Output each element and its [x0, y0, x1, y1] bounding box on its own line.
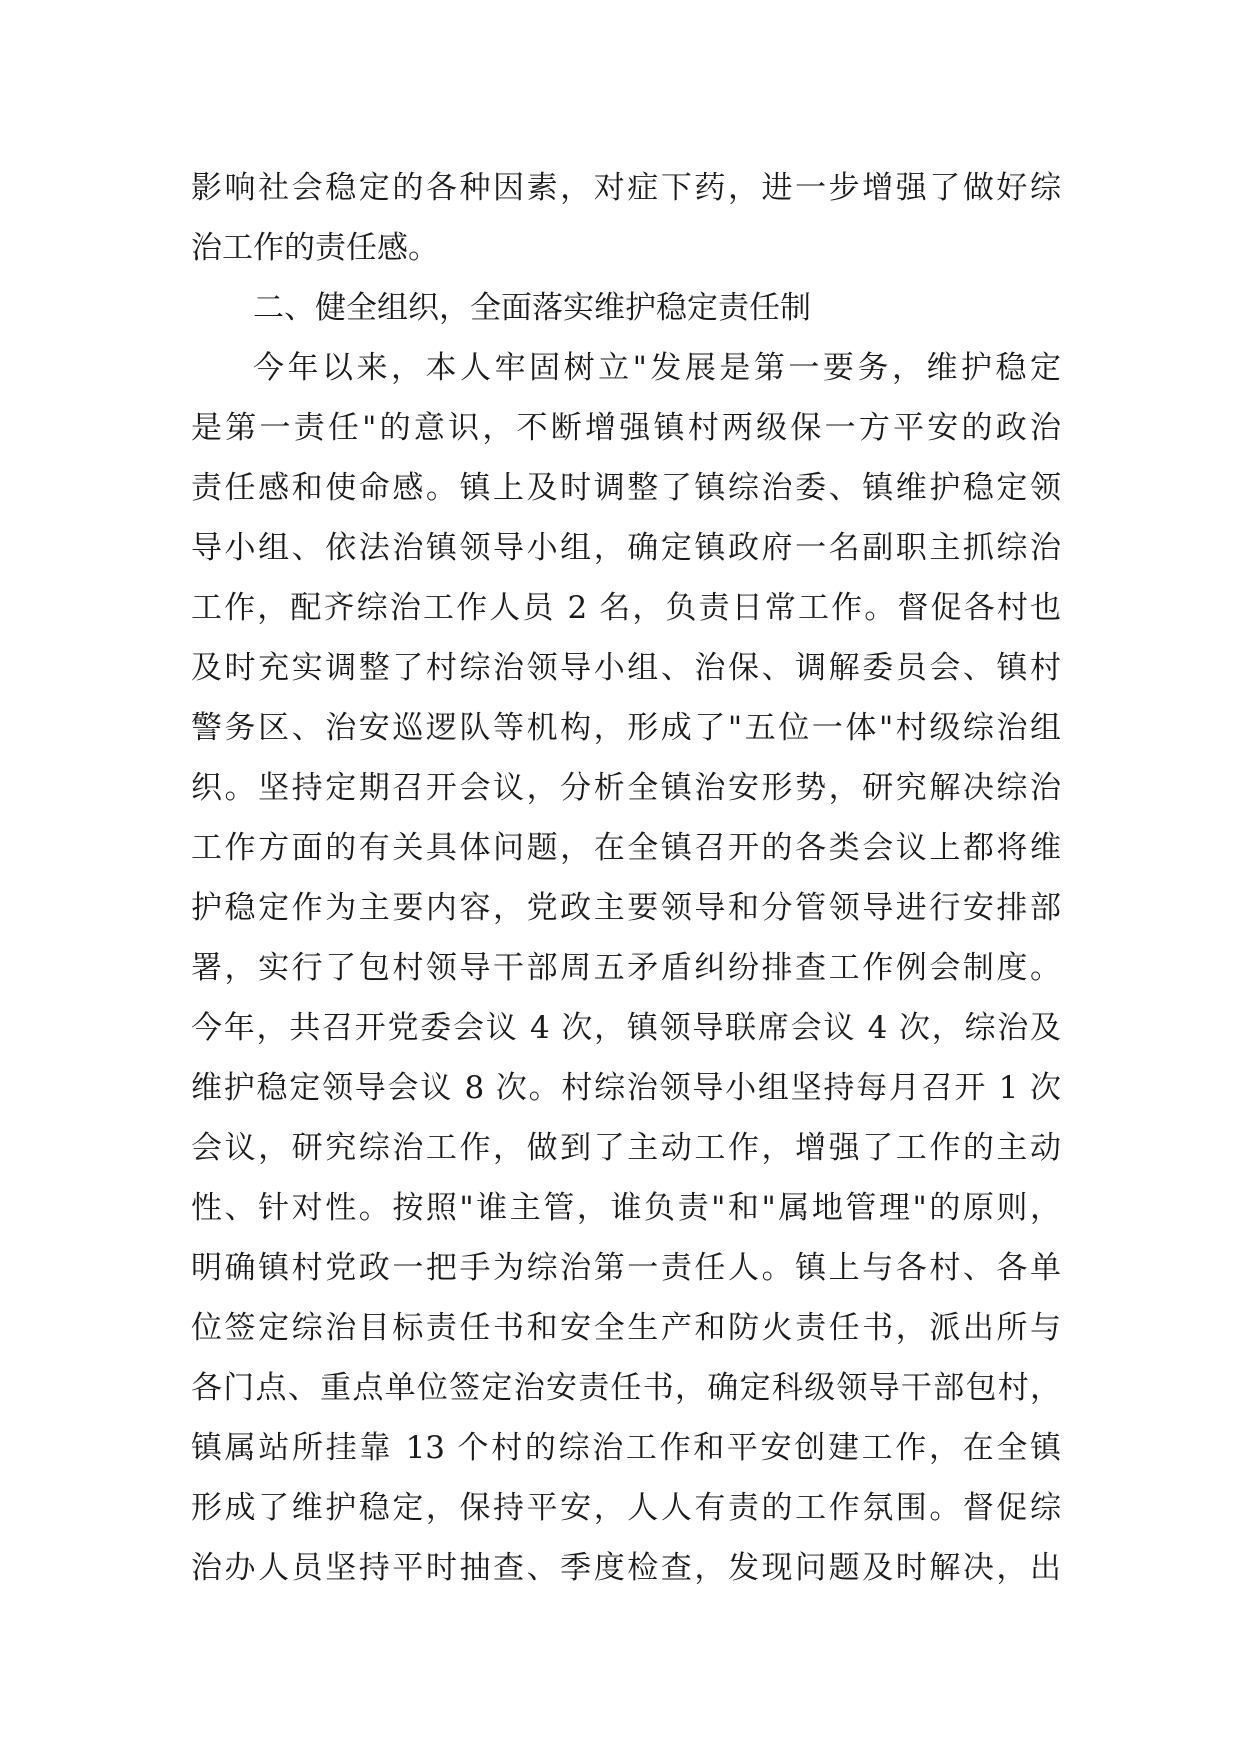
document-body	[191, 158, 1061, 1598]
text-line: 位签定综治目标责任书和安全生产和防火责任书，派出所与	[191, 1310, 1061, 1346]
text-line: 是第一责任"的意识，不断增强镇村两级保一方平安的政治	[191, 410, 1061, 446]
text-line: 织。坚持定期召开会议，分析全镇治安形势，研究解决综治	[191, 770, 1061, 806]
text-line: 工作，配齐综治工作人员 2 名，负责日常工作。督促各村也	[191, 590, 1061, 626]
text-line: 治办人员坚持平时抽查、季度检查，发现问题及时解决，出	[191, 1550, 1061, 1586]
text-line: 工作方面的有关具体问题，在全镇召开的各类会议上都将维	[191, 830, 1061, 866]
text-line: 形成了维护稳定，保持平安，人人有责的工作氛围。督促综	[191, 1490, 1061, 1526]
text-line: 署，实行了包村领导干部周五矛盾纠纷排查工作例会制度。	[191, 950, 1061, 986]
text-line: 明确镇村党政一把手为综治第一责任人。镇上与各村、各单	[191, 1250, 1061, 1286]
text-line: 会议，研究综治工作，做到了主动工作，增强了工作的主动	[191, 1130, 1061, 1166]
text-line: 镇属站所挂靠 13 个村的综治工作和平安创建工作，在全镇	[191, 1430, 1061, 1466]
heading-text: 二、健全组织，全面落实维护稳定责任制	[253, 290, 811, 326]
text-line: 治工作的责任感。	[191, 230, 439, 266]
text-line: 影响社会稳定的各种因素，对症下药，进一步增强了做好综	[191, 170, 1061, 206]
section-heading-2	[191, 278, 1061, 338]
paragraph-1	[191, 158, 1061, 278]
text-line: 今年，共召开党委会议 4 次，镇领导联席会议 4 次，综治及	[191, 1010, 1061, 1046]
text-line: 维护稳定领导会议 8 次。村综治领导小组坚持每月召开 1 次	[191, 1070, 1061, 1106]
text-line: 各门点、重点单位签定治安责任书，确定科级领导干部包村，	[191, 1370, 1061, 1406]
text-line: 性、针对性。按照"谁主管，谁负责"和"属地管理"的原则，	[191, 1190, 1061, 1226]
text-line: 警务区、治安巡逻队等机构，形成了"五位一体"村级综治组	[191, 710, 1061, 746]
text-line: 护稳定作为主要内容，党政主要领导和分管领导进行安排部	[191, 890, 1061, 926]
text-line: 责任感和使命感。镇上及时调整了镇综治委、镇维护稳定领	[191, 470, 1061, 506]
text-line: 导小组、依法治镇领导小组，确定镇政府一名副职主抓综治	[191, 530, 1061, 566]
paragraph-2	[191, 338, 1061, 1598]
text-line: 及时充实调整了村综治领导小组、治保、调解委员会、镇村	[191, 650, 1061, 686]
text-line: 今年以来，本人牢固树立"发展是第一要务，维护稳定	[253, 350, 1061, 386]
